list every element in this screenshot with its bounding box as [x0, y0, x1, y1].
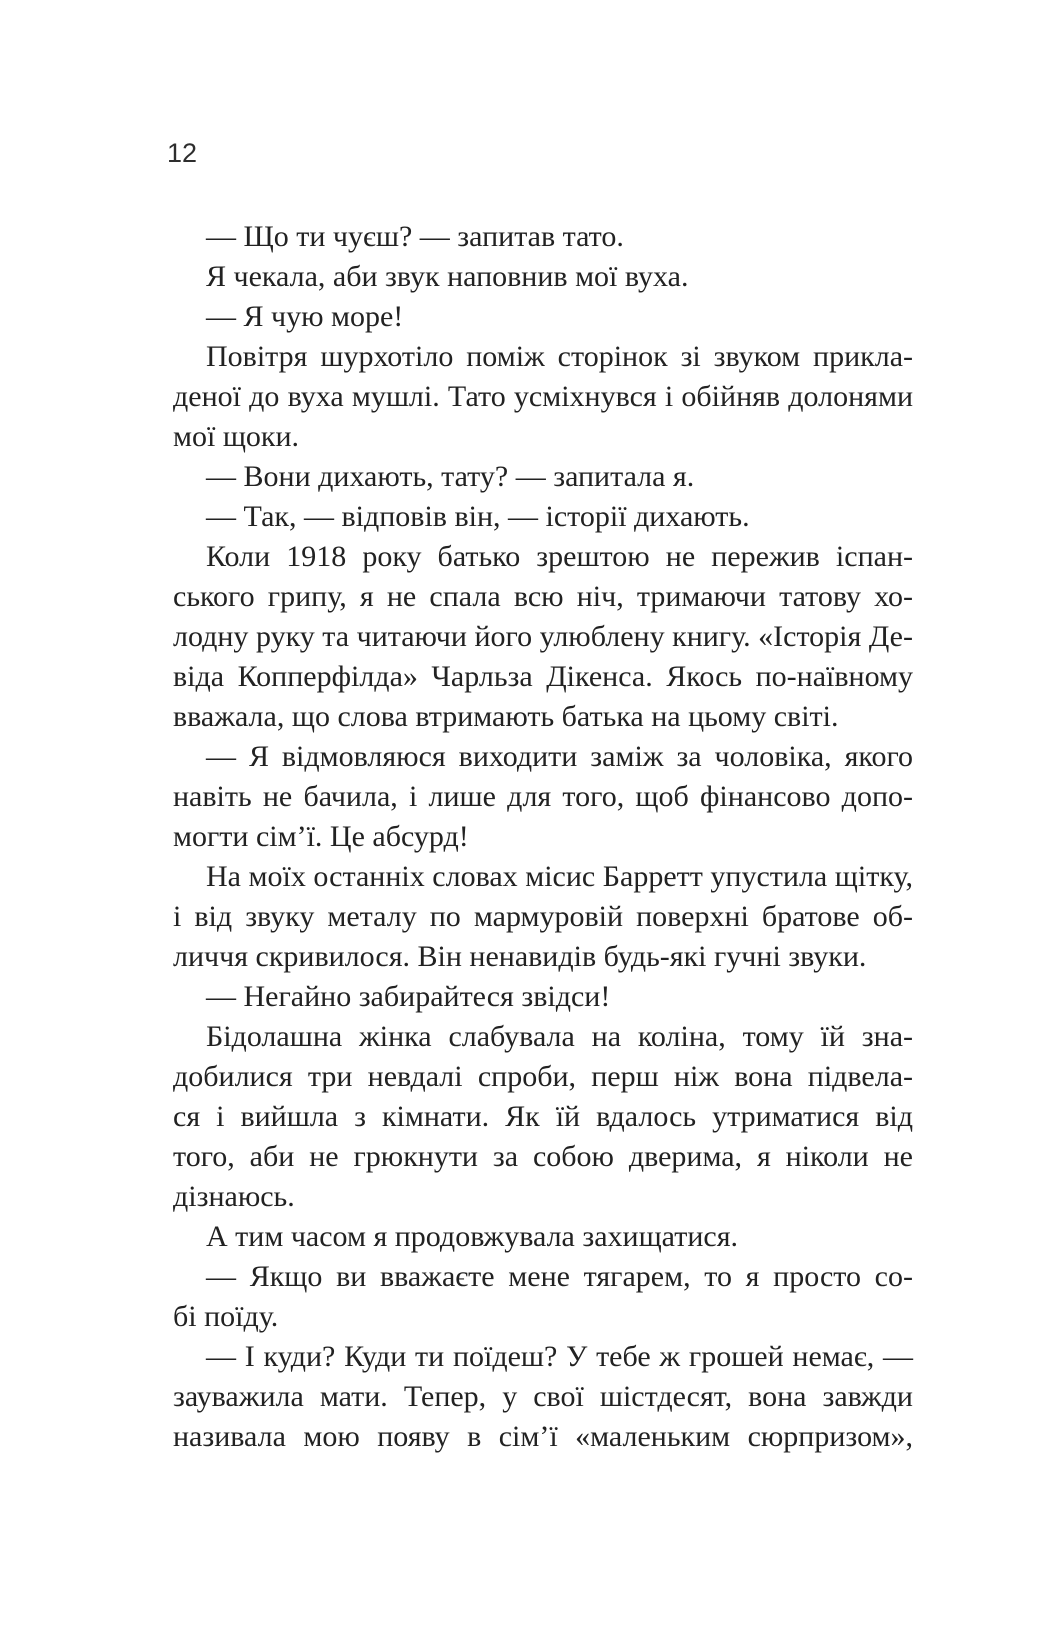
paragraph [173, 537, 913, 737]
text-line: На моїх останніх словах місис Барретт упустила щітку, [206, 860, 913, 893]
text-line: могти сім’ї. Це абсурд! [173, 820, 469, 853]
paragraph [173, 1257, 913, 1337]
text-line: того, аби не грюкнути за собою дверима, я ніколи не [173, 1140, 913, 1173]
paragraph [173, 497, 913, 537]
paragraph [173, 457, 913, 497]
text-line: — Я чую море! [206, 300, 404, 333]
text-line: деної до вуха мушлі. Тато усміхнувся і обійняв долонями [173, 380, 913, 413]
paragraph [173, 257, 913, 297]
text-line: вважала, що слова втримають батька на цьому світі. [173, 700, 839, 733]
paragraph [173, 337, 913, 457]
text-line: лодну руку та читаючи його улюблену книгу. «Історія Де- [173, 620, 913, 653]
paragraph [173, 297, 913, 337]
text-line: ського грипу, я не спала всю ніч, тримаючи татову хо- [173, 580, 913, 613]
text-line: зауважила мати. Тепер, у свої шістдесят, вона завжди [173, 1380, 913, 1413]
text-line: — Я відмовляюся виходити заміж за чоловіка, якого [206, 740, 913, 773]
paragraph [173, 1337, 913, 1457]
page-number: 12 [167, 138, 198, 168]
text-line: — І куди? Куди ти поїдеш? У тебе ж грошей немає, — [206, 1340, 913, 1373]
text-line: навіть не бачила, і лише для того, щоб фінансово допо- [173, 780, 913, 813]
text-line: Повітря шурхотіло поміж сторінок зі звуком прикла- [206, 340, 913, 373]
text-line: дізнаюсь. [173, 1180, 295, 1213]
paragraph [173, 737, 913, 857]
text-line: — Так, — відповів він, — історії дихають. [206, 500, 750, 533]
text-line: мої щоки. [173, 420, 300, 453]
paragraph [173, 977, 913, 1017]
paragraph [173, 857, 913, 977]
text-line: Я чекала, аби звук наповнив мої вуха. [206, 260, 689, 293]
page-text [173, 217, 913, 1457]
text-line: — Вони дихають, тату? — запитала я. [206, 460, 695, 493]
text-line: — Що ти чуєш? — запитав тато. [206, 220, 624, 253]
text-line: бі поїду. [173, 1300, 279, 1333]
text-line: — Негайно забирайтеся звідси! [206, 980, 611, 1013]
text-line: — Якщо ви вважаєте мене тягарем, то я просто со- [206, 1260, 913, 1293]
text-line: і від звуку металу по мармуровій поверхні братове об- [173, 900, 913, 933]
text-line: називала мою появу в сім’ї «маленьким сюрпризом», [173, 1420, 913, 1453]
text-line: личчя скривилося. Він ненавидів будь-які гучні звуки. [173, 940, 867, 973]
text-line: ся і вийшла з кімнати. Як їй вдалось утриматися від [173, 1100, 913, 1133]
paragraph [173, 1017, 913, 1217]
paragraph [173, 1217, 913, 1257]
text-line: Бідолашна жінка слабувала на коліна, тому їй зна- [206, 1020, 913, 1053]
paragraph [173, 217, 913, 257]
text-line: А тим часом я продовжувала захищатися. [206, 1220, 739, 1253]
text-line: Коли 1918 року батько зрештою не пережив іспан- [206, 540, 913, 573]
text-line: добилися три невдалі спроби, перш ніж вона підвела- [173, 1060, 913, 1093]
text-line: віда Копперфілда» Чарльза Дікенса. Якось по-наївному [173, 660, 913, 693]
